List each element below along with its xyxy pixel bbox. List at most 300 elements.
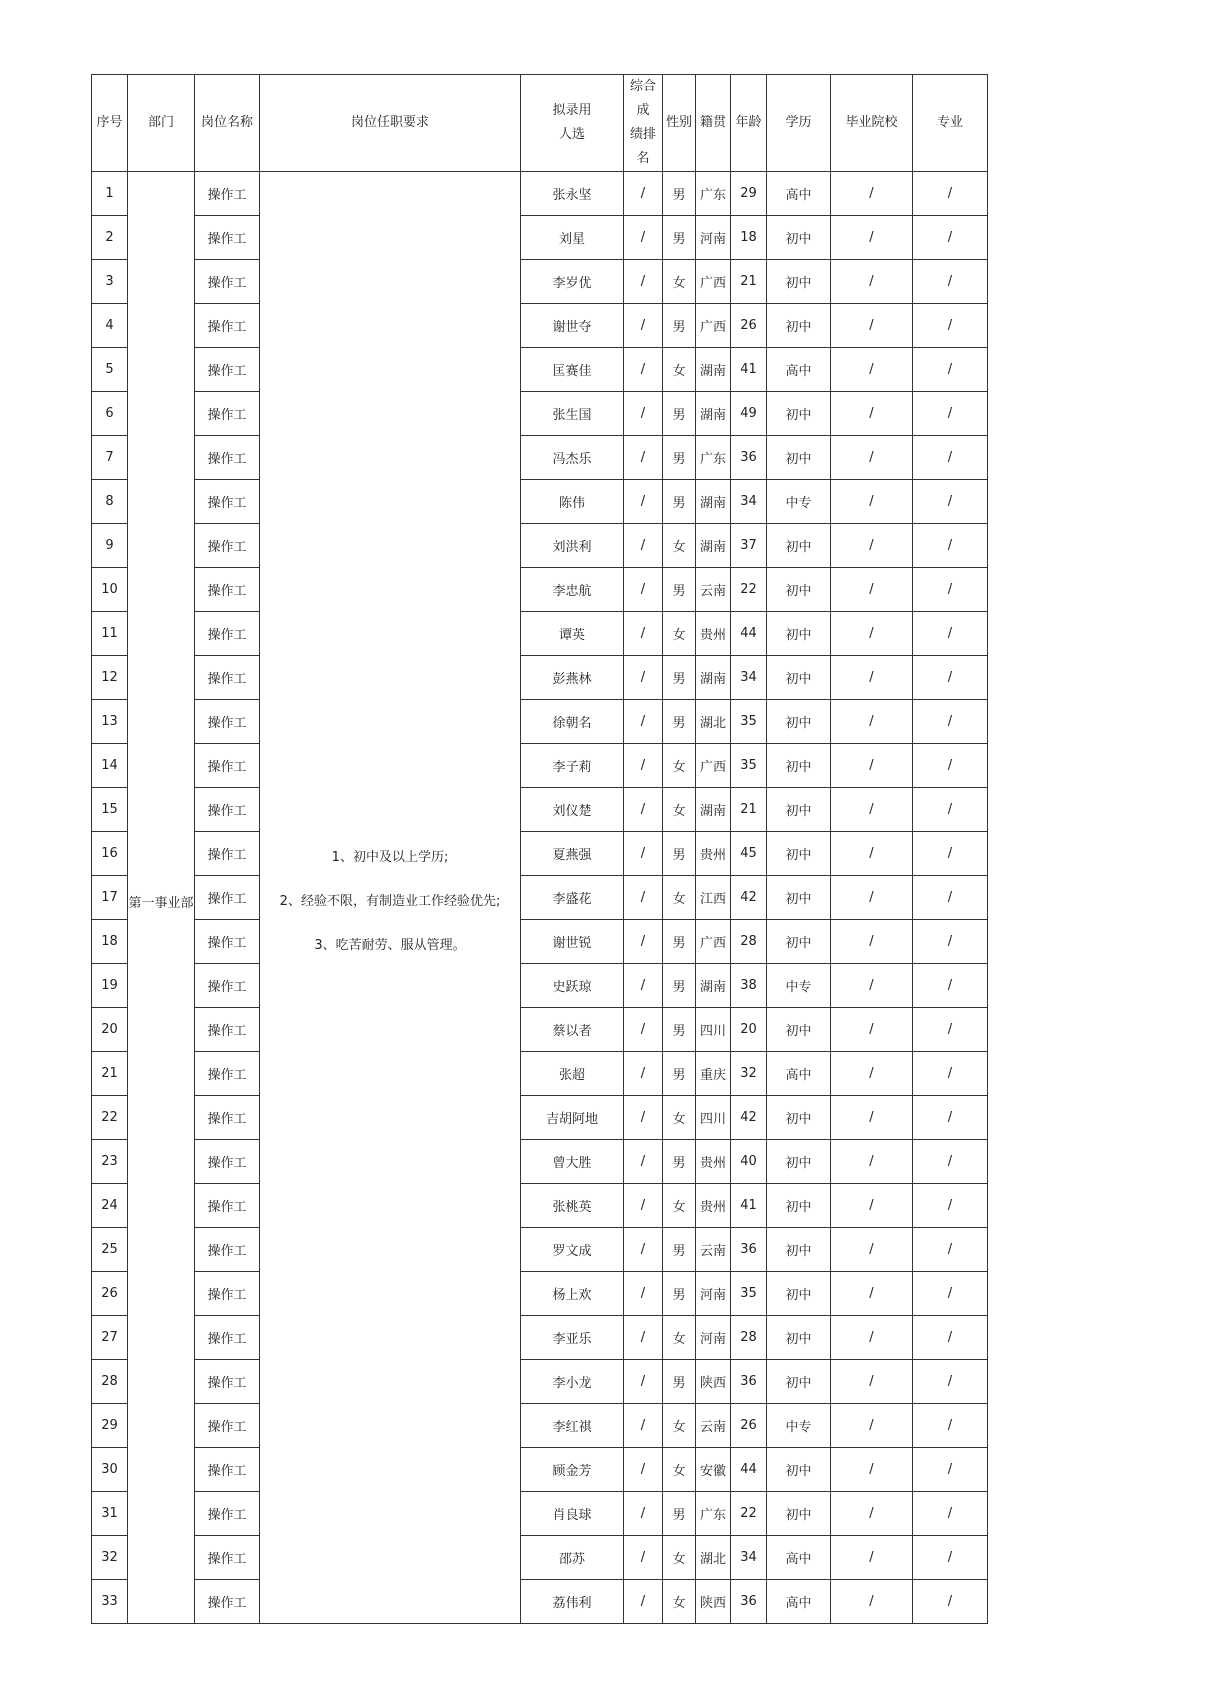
cell-rank: / (624, 348, 663, 392)
cell-no: 14 (92, 744, 128, 788)
cell-major: / (913, 1228, 988, 1272)
cell-age: 35 (731, 744, 767, 788)
cell-origin: 广西 (696, 920, 731, 964)
header-rank (624, 75, 663, 172)
cell-post: 操作工 (195, 480, 260, 524)
cell-origin: 广西 (696, 260, 731, 304)
cell-post: 操作工 (195, 612, 260, 656)
cell-origin: 贵州 (696, 832, 731, 876)
cell-no: 1 (92, 172, 128, 216)
cell-candidate: 李岁优 (521, 260, 624, 304)
cell-major: / (913, 700, 988, 744)
cell-post: 操作工 (195, 1096, 260, 1140)
cell-no: 29 (92, 1404, 128, 1448)
cell-origin: 广东 (696, 436, 731, 480)
cell-school: / (831, 964, 913, 1008)
cell-gender: 男 (663, 304, 696, 348)
cell-rank: / (624, 744, 663, 788)
cell-post: 操作工 (195, 700, 260, 744)
cell-edu: 初中 (767, 436, 831, 480)
cell-no: 2 (92, 216, 128, 260)
cell-gender: 男 (663, 920, 696, 964)
table-row (92, 1140, 988, 1184)
cell-requirements (260, 172, 521, 1624)
cell-post: 操作工 (195, 1008, 260, 1052)
cell-rank: / (624, 700, 663, 744)
cell-gender: 女 (663, 1448, 696, 1492)
table-row (92, 436, 988, 480)
cell-age: 28 (731, 920, 767, 964)
cell-school: / (831, 172, 913, 216)
cell-age: 18 (731, 216, 767, 260)
cell-candidate: 史跃琼 (521, 964, 624, 1008)
cell-age: 28 (731, 1316, 767, 1360)
cell-no: 25 (92, 1228, 128, 1272)
cell-no: 7 (92, 436, 128, 480)
cell-major: / (913, 876, 988, 920)
cell-origin: 江西 (696, 876, 731, 920)
cell-edu: 初中 (767, 216, 831, 260)
cell-major: / (913, 656, 988, 700)
cell-gender: 男 (663, 436, 696, 480)
cell-major: / (913, 1096, 988, 1140)
cell-gender: 女 (663, 524, 696, 568)
cell-edu: 初中 (767, 1184, 831, 1228)
cell-post: 操作工 (195, 304, 260, 348)
cell-gender: 男 (663, 964, 696, 1008)
cell-edu: 初中 (767, 832, 831, 876)
cell-rank: / (624, 832, 663, 876)
cell-age: 29 (731, 172, 767, 216)
cell-origin: 湖南 (696, 348, 731, 392)
cell-no: 33 (92, 1580, 128, 1624)
table-row (92, 1052, 988, 1096)
cell-origin: 贵州 (696, 612, 731, 656)
cell-age: 34 (731, 1536, 767, 1580)
cell-gender: 男 (663, 1140, 696, 1184)
cell-origin: 贵州 (696, 1184, 731, 1228)
cell-school: / (831, 1316, 913, 1360)
cell-edu: 初中 (767, 920, 831, 964)
cell-edu: 初中 (767, 1316, 831, 1360)
cell-post: 操作工 (195, 216, 260, 260)
cell-candidate: 陈伟 (521, 480, 624, 524)
cell-gender: 男 (663, 1008, 696, 1052)
cell-origin: 河南 (696, 216, 731, 260)
cell-rank: / (624, 524, 663, 568)
cell-major: / (913, 1184, 988, 1228)
cell-major: / (913, 744, 988, 788)
cell-major: / (913, 1008, 988, 1052)
cell-origin: 陕西 (696, 1580, 731, 1624)
cell-major: / (913, 524, 988, 568)
cell-edu: 初中 (767, 304, 831, 348)
cell-candidate: 杨上欢 (521, 1272, 624, 1316)
cell-major: / (913, 964, 988, 1008)
cell-edu: 中专 (767, 480, 831, 524)
table-row (92, 524, 988, 568)
cell-candidate: 刘星 (521, 216, 624, 260)
cell-gender: 男 (663, 1492, 696, 1536)
table-row (92, 480, 988, 524)
cell-candidate: 李忠航 (521, 568, 624, 612)
cell-rank: / (624, 1448, 663, 1492)
cell-edu: 初中 (767, 876, 831, 920)
cell-no: 18 (92, 920, 128, 964)
cell-no: 5 (92, 348, 128, 392)
cell-candidate: 谢世夺 (521, 304, 624, 348)
cell-no: 3 (92, 260, 128, 304)
cell-no: 23 (92, 1140, 128, 1184)
cell-edu: 初中 (767, 700, 831, 744)
cell-no: 11 (92, 612, 128, 656)
cell-rank: / (624, 260, 663, 304)
cell-major: / (913, 1052, 988, 1096)
table-row (92, 1448, 988, 1492)
cell-major: / (913, 348, 988, 392)
cell-gender: 男 (663, 568, 696, 612)
cell-rank: / (624, 172, 663, 216)
cell-gender: 女 (663, 788, 696, 832)
cell-school: / (831, 744, 913, 788)
cell-age: 26 (731, 1404, 767, 1448)
cell-major: / (913, 612, 988, 656)
cell-school: / (831, 1580, 913, 1624)
cell-major: / (913, 1140, 988, 1184)
cell-post: 操作工 (195, 876, 260, 920)
cell-age: 36 (731, 1580, 767, 1624)
cell-no: 17 (92, 876, 128, 920)
cell-post: 操作工 (195, 964, 260, 1008)
cell-major: / (913, 920, 988, 964)
cell-candidate: 张永坚 (521, 172, 624, 216)
header-post: 岗位名称 (195, 75, 260, 172)
table-row (92, 304, 988, 348)
cell-major: / (913, 172, 988, 216)
cell-edu: 初中 (767, 1228, 831, 1272)
cell-no: 8 (92, 480, 128, 524)
cell-school: / (831, 480, 913, 524)
cell-edu: 初中 (767, 744, 831, 788)
cell-age: 40 (731, 1140, 767, 1184)
cell-origin: 四川 (696, 1096, 731, 1140)
cell-school: / (831, 392, 913, 436)
table-row (92, 1008, 988, 1052)
cell-candidate: 罗文成 (521, 1228, 624, 1272)
cell-candidate: 夏燕强 (521, 832, 624, 876)
cell-gender: 女 (663, 1536, 696, 1580)
cell-major: / (913, 1536, 988, 1580)
cell-age: 42 (731, 1096, 767, 1140)
cell-post: 操作工 (195, 1184, 260, 1228)
cell-candidate: 曾大胜 (521, 1140, 624, 1184)
cell-edu: 高中 (767, 348, 831, 392)
cell-no: 26 (92, 1272, 128, 1316)
cell-candidate: 李盛花 (521, 876, 624, 920)
cell-major: / (913, 788, 988, 832)
cell-gender: 女 (663, 260, 696, 304)
cell-gender: 男 (663, 216, 696, 260)
cell-candidate: 肖良球 (521, 1492, 624, 1536)
cell-post: 操作工 (195, 568, 260, 612)
cell-rank: / (624, 920, 663, 964)
cell-age: 36 (731, 436, 767, 480)
cell-rank: / (624, 1580, 663, 1624)
header-req: 岗位任职要求 (260, 75, 521, 172)
cell-age: 22 (731, 568, 767, 612)
cell-gender: 男 (663, 480, 696, 524)
cell-gender: 女 (663, 612, 696, 656)
cell-no: 20 (92, 1008, 128, 1052)
cell-school: / (831, 1404, 913, 1448)
cell-age: 41 (731, 1184, 767, 1228)
header-candidate (521, 75, 624, 172)
cell-age: 22 (731, 1492, 767, 1536)
cell-gender: 男 (663, 172, 696, 216)
cell-edu: 中专 (767, 1404, 831, 1448)
cell-school: / (831, 1008, 913, 1052)
cell-origin: 四川 (696, 1008, 731, 1052)
cell-school: / (831, 568, 913, 612)
cell-school: / (831, 260, 913, 304)
cell-rank: / (624, 436, 663, 480)
cell-edu: 初中 (767, 1360, 831, 1404)
cell-major: / (913, 832, 988, 876)
cell-edu: 初中 (767, 1140, 831, 1184)
cell-gender: 女 (663, 1404, 696, 1448)
table-row (92, 1580, 988, 1624)
recruitment-table (91, 74, 988, 1624)
cell-rank: / (624, 788, 663, 832)
cell-no: 31 (92, 1492, 128, 1536)
cell-no: 30 (92, 1448, 128, 1492)
cell-age: 41 (731, 348, 767, 392)
cell-major: / (913, 436, 988, 480)
cell-origin: 重庆 (696, 1052, 731, 1096)
cell-post: 操作工 (195, 172, 260, 216)
cell-major: / (913, 568, 988, 612)
cell-age: 45 (731, 832, 767, 876)
cell-no: 12 (92, 656, 128, 700)
cell-major: / (913, 1580, 988, 1624)
cell-age: 20 (731, 1008, 767, 1052)
cell-edu: 高中 (767, 172, 831, 216)
cell-origin: 云南 (696, 568, 731, 612)
table-row (92, 1096, 988, 1140)
cell-age: 36 (731, 1360, 767, 1404)
table-row (92, 656, 988, 700)
cell-age: 21 (731, 788, 767, 832)
cell-rank: / (624, 1316, 663, 1360)
cell-origin: 湖南 (696, 788, 731, 832)
cell-major: / (913, 1492, 988, 1536)
cell-major: / (913, 216, 988, 260)
cell-gender: 女 (663, 1316, 696, 1360)
cell-rank: / (624, 1228, 663, 1272)
header-age: 年龄 (731, 75, 767, 172)
cell-post: 操作工 (195, 1492, 260, 1536)
cell-edu: 初中 (767, 788, 831, 832)
cell-school: / (831, 436, 913, 480)
cell-post: 操作工 (195, 1448, 260, 1492)
cell-origin: 湖北 (696, 1536, 731, 1580)
cell-rank: / (624, 656, 663, 700)
cell-age: 21 (731, 260, 767, 304)
cell-no: 19 (92, 964, 128, 1008)
cell-candidate: 徐朝名 (521, 700, 624, 744)
cell-no: 9 (92, 524, 128, 568)
cell-age: 49 (731, 392, 767, 436)
cell-school: / (831, 920, 913, 964)
table-row (92, 1536, 988, 1580)
table-row (92, 1316, 988, 1360)
cell-gender: 男 (663, 700, 696, 744)
header-row (92, 75, 988, 172)
cell-major: / (913, 480, 988, 524)
header-edu: 学历 (767, 75, 831, 172)
cell-major: / (913, 392, 988, 436)
table-row (92, 1492, 988, 1536)
table-row (92, 1184, 988, 1228)
cell-rank: / (624, 480, 663, 524)
cell-origin: 安徽 (696, 1448, 731, 1492)
table-row (92, 700, 988, 744)
cell-no: 24 (92, 1184, 128, 1228)
cell-post: 操作工 (195, 656, 260, 700)
cell-gender: 男 (663, 832, 696, 876)
cell-post: 操作工 (195, 348, 260, 392)
cell-rank: / (624, 216, 663, 260)
cell-post: 操作工 (195, 524, 260, 568)
cell-school: / (831, 1492, 913, 1536)
cell-school: / (831, 788, 913, 832)
cell-no: 32 (92, 1536, 128, 1580)
cell-rank: / (624, 1184, 663, 1228)
cell-rank: / (624, 876, 663, 920)
cell-gender: 女 (663, 744, 696, 788)
cell-school: / (831, 656, 913, 700)
cell-origin: 云南 (696, 1228, 731, 1272)
cell-rank: / (624, 1272, 663, 1316)
header-no: 序号 (92, 75, 128, 172)
cell-candidate: 李亚乐 (521, 1316, 624, 1360)
cell-major: / (913, 1272, 988, 1316)
cell-edu: 初中 (767, 260, 831, 304)
cell-rank: / (624, 304, 663, 348)
cell-age: 37 (731, 524, 767, 568)
cell-age: 35 (731, 700, 767, 744)
cell-edu: 初中 (767, 656, 831, 700)
cell-origin: 湖南 (696, 964, 731, 1008)
cell-school: / (831, 304, 913, 348)
table-row (92, 260, 988, 304)
cell-post: 操作工 (195, 788, 260, 832)
cell-rank: / (624, 964, 663, 1008)
cell-origin: 湖南 (696, 524, 731, 568)
cell-no: 27 (92, 1316, 128, 1360)
cell-candidate: 张生国 (521, 392, 624, 436)
cell-major: / (913, 260, 988, 304)
cell-candidate: 荔伟利 (521, 1580, 624, 1624)
cell-school: / (831, 524, 913, 568)
cell-origin: 广东 (696, 1492, 731, 1536)
cell-age: 38 (731, 964, 767, 1008)
header-rank-line2: 绩排名 (629, 127, 656, 166)
cell-post: 操作工 (195, 436, 260, 480)
cell-candidate: 张超 (521, 1052, 624, 1096)
cell-school: / (831, 1448, 913, 1492)
cell-origin: 湖北 (696, 700, 731, 744)
cell-school: / (831, 1096, 913, 1140)
cell-post: 操作工 (195, 744, 260, 788)
table-row (92, 1360, 988, 1404)
cell-major: / (913, 1448, 988, 1492)
cell-candidate: 彭燕林 (521, 656, 624, 700)
cell-origin: 湖南 (696, 480, 731, 524)
cell-school: / (831, 348, 913, 392)
cell-post: 操作工 (195, 1580, 260, 1624)
cell-school: / (831, 1360, 913, 1404)
cell-major: / (913, 1404, 988, 1448)
cell-candidate: 刘洪利 (521, 524, 624, 568)
cell-post: 操作工 (195, 1272, 260, 1316)
requirement-line: 2、经验不限，有制造业工作经验优先; (279, 893, 501, 909)
cell-no: 21 (92, 1052, 128, 1096)
cell-age: 26 (731, 304, 767, 348)
cell-rank: / (624, 1536, 663, 1580)
cell-candidate: 张桃英 (521, 1184, 624, 1228)
cell-major: / (913, 1316, 988, 1360)
cell-school: / (831, 1272, 913, 1316)
cell-edu: 初中 (767, 524, 831, 568)
header-rank-line1: 综合成 (629, 79, 656, 118)
cell-no: 4 (92, 304, 128, 348)
cell-school: / (831, 1052, 913, 1096)
cell-rank: / (624, 568, 663, 612)
cell-age: 44 (731, 612, 767, 656)
cell-rank: / (624, 1492, 663, 1536)
cell-age: 44 (731, 1448, 767, 1492)
cell-origin: 河南 (696, 1316, 731, 1360)
table-row (92, 1228, 988, 1272)
cell-rank: / (624, 1360, 663, 1404)
cell-origin: 湖南 (696, 656, 731, 700)
cell-gender: 女 (663, 1580, 696, 1624)
cell-post: 操作工 (195, 1228, 260, 1272)
cell-school: / (831, 1228, 913, 1272)
cell-age: 42 (731, 876, 767, 920)
cell-gender: 女 (663, 1096, 696, 1140)
cell-edu: 中专 (767, 964, 831, 1008)
cell-rank: / (624, 1008, 663, 1052)
header-candidate-line1: 拟录用 (552, 103, 592, 118)
cell-rank: / (624, 1404, 663, 1448)
cell-edu: 初中 (767, 568, 831, 612)
header-dept: 部门 (128, 75, 195, 172)
cell-post: 操作工 (195, 1052, 260, 1096)
cell-gender: 男 (663, 1052, 696, 1096)
cell-school: / (831, 1184, 913, 1228)
cell-candidate: 李子莉 (521, 744, 624, 788)
table-row (92, 392, 988, 436)
cell-no: 10 (92, 568, 128, 612)
cell-rank: / (624, 1052, 663, 1096)
cell-gender: 女 (663, 876, 696, 920)
header-school: 毕业院校 (831, 75, 913, 172)
cell-candidate: 邵苏 (521, 1536, 624, 1580)
table-row (92, 1272, 988, 1316)
cell-edu: 初中 (767, 1272, 831, 1316)
